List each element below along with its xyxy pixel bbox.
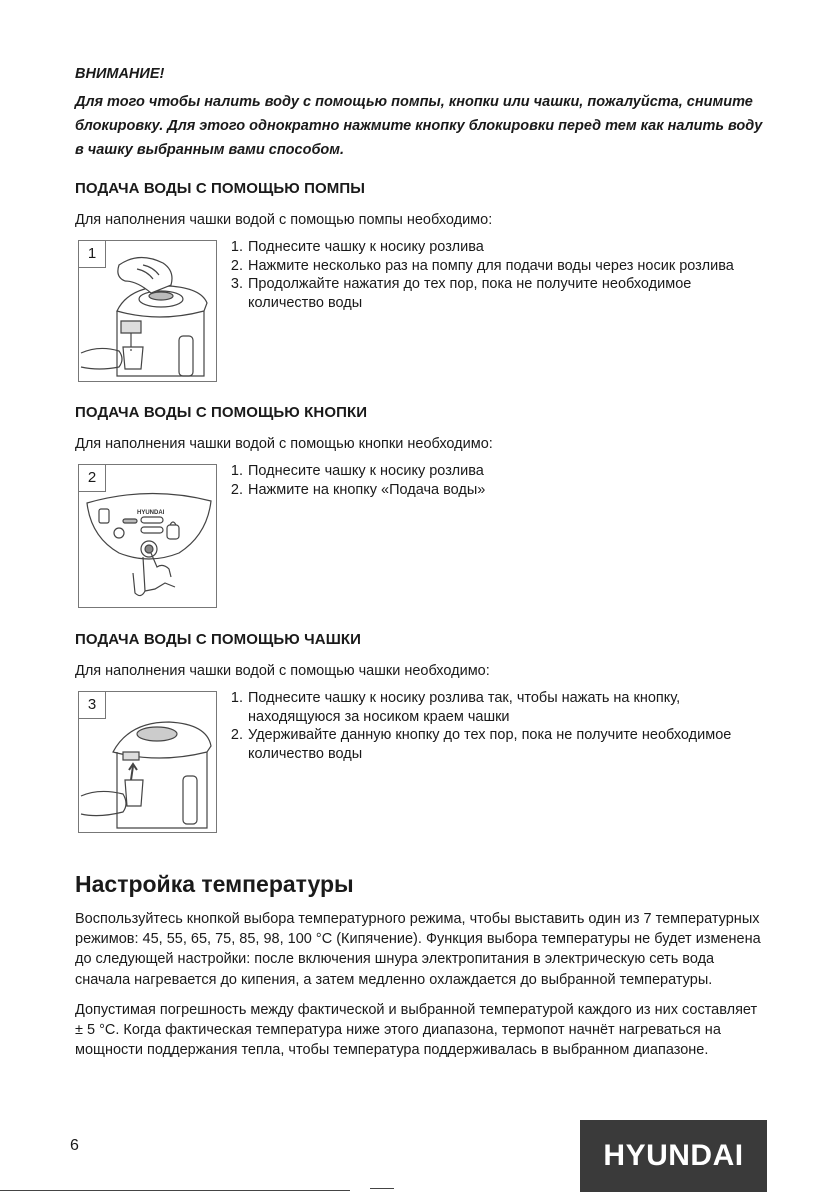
figure-number: 3 bbox=[79, 692, 106, 719]
section-intro-pump: Для наполнения чашки водой с помощью помпы необходимо: bbox=[75, 212, 493, 228]
figure-pump bbox=[78, 240, 217, 382]
figure-button bbox=[78, 464, 217, 608]
step-item: 2. Нажмите на кнопку «Подача воды» bbox=[247, 481, 767, 500]
panel-brand-text: HYUNDAI bbox=[137, 510, 165, 516]
step-item: 1. Поднесите чашку к носику розлива так, чтобы нажать на кнопку, находящуюся за носиком краем чашки bbox=[247, 689, 767, 726]
step-item: 3. Продолжайте нажатия до тех пор, пока не получите необходимое количество воды bbox=[247, 275, 767, 312]
steps-list-cup bbox=[230, 689, 767, 763]
steps-list-button bbox=[230, 462, 767, 499]
warning-title: ВНИМАНИЕ! bbox=[75, 66, 165, 82]
figure-number: 1 bbox=[79, 241, 106, 268]
warning-text: Для того чтобы налить воду с помощью помпы, кнопки или чашки, пожалуйста, снимите блокировку. Для этого однократно нажмите кнопку блокировки перед тем как налить воду в чашку выбранным вами способом. bbox=[75, 94, 763, 158]
footer-mark bbox=[370, 1188, 394, 1189]
footer-divider bbox=[0, 1190, 350, 1191]
step-item: 2. Нажмите несколько раз на помпу для подачи воды через носик розлива bbox=[247, 257, 767, 276]
step-item: 1. Поднесите чашку к носику розлива bbox=[247, 462, 767, 481]
figure-number: 2 bbox=[79, 465, 106, 492]
section-heading-pump: ПОДАЧА ВОДЫ С ПОМОЩЬЮ ПОМПЫ bbox=[75, 180, 366, 197]
brand-logo: HYUNDAI bbox=[580, 1120, 767, 1192]
page-number: 6 bbox=[70, 1137, 79, 1154]
step-item: 2. Удерживайте данную кнопку до тех пор, пока не получите необходимое количество воды bbox=[247, 726, 767, 763]
section-heading-button: ПОДАЧА ВОДЫ С ПОМОЩЬЮ КНОПКИ bbox=[75, 404, 368, 421]
figure-cup bbox=[78, 691, 217, 833]
steps-list-pump bbox=[230, 238, 767, 312]
section-heading-cup: ПОДАЧА ВОДЫ С ПОМОЩЬЮ ЧАШКИ bbox=[75, 631, 362, 648]
section-intro-cup: Для наполнения чашки водой с помощью чашки необходимо: bbox=[75, 663, 490, 679]
temperature-paragraph-1: Воспользуйтесь кнопкой выбора температурного режима, чтобы выставить один из 7 температурных режимов: 45, 55, 65, 75, 85, 98, 100 °С (Кипячение). Функция выбора температуры не будет изменена до следующей настройки: после включения шнура электропитания в электрическую сеть вода сначала нагревается до кипения, а затем медленно охлаждается до выбранной температуры. bbox=[75, 911, 761, 988]
temperature-heading: Настройка температуры bbox=[75, 871, 354, 897]
section-intro-button: Для наполнения чашки водой с помощью кнопки необходимо: bbox=[75, 436, 493, 452]
temperature-paragraph-2: Допустимая погрешность между фактической и выбранной температурой каждого из них составляет ± 5 °С. Когда фактическая температура ниже этого диапазона, термопот начнёт нагреваться на мощности поддержания тепла, чтобы температура поддерживалась в выбранном диапазоне. bbox=[75, 1002, 758, 1059]
step-item: 1. Поднесите чашку к носику розлива bbox=[247, 238, 767, 257]
